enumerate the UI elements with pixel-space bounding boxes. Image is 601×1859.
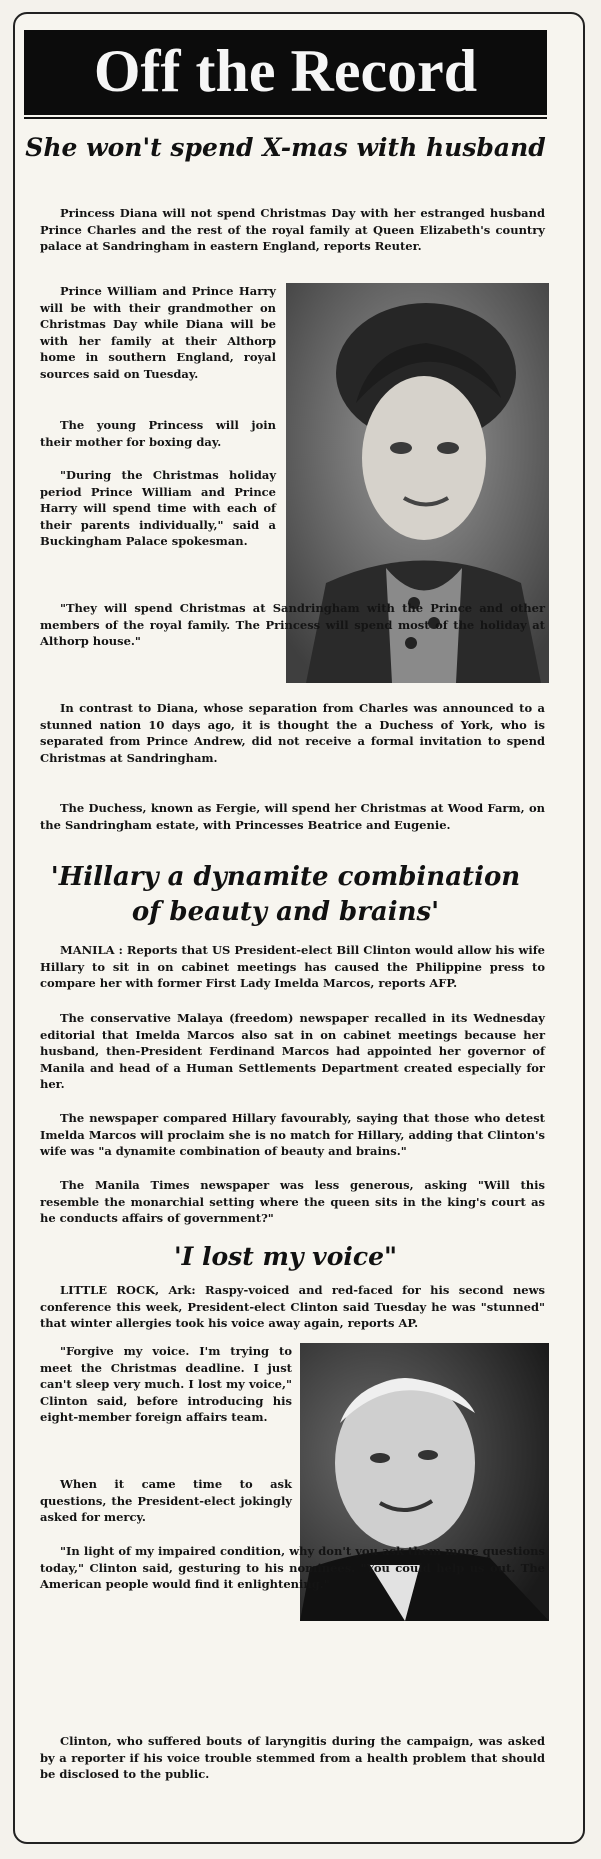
story1-paragraph: "During the Christmas holiday period Prince William and Prince Harry will spend time with each of their parents individually," said a Buckingham Palace spokesman. <box>40 468 276 549</box>
story1-paragraph: "They will spend Christmas at Sandringham with the Prince and other members of the royal family. The Princess will spend most of the holiday at Althorp house." <box>40 601 545 649</box>
masthead-rule <box>24 117 547 119</box>
story2-paragraph: The newspaper compared Hillary favourably, saying that those who detest Imelda Marcos will proclaim she is no match for Hillary, adding that Clinton's wife was "a dynamite combination of beauty and brains." <box>40 1111 545 1159</box>
story3-paragraph: When it came time to ask questions, the President-elect jokingly asked for mercy. <box>40 1477 292 1525</box>
story1-paragraph: Princess Diana will not spend Christmas Day with her estranged husband Prince Charles and the rest of the royal family at Queen Elizabeth's country palace at Sandringham in eastern England, reports Reuter. <box>40 206 545 254</box>
story1-paragraph: In contrast to Diana, whose separation from Charles was announced to a stunned nation 10 days ago, it is thought the a Duchess of York, who is separated from Prince Andrew, did not receive a formal invitation to spend Christmas at Sandringham. <box>40 701 545 765</box>
story2-paragraph: The Manila Times newspaper was less generous, asking "Will this resemble the monarchial setting where the queen sits in the king's court as he conducts affairs of government?" <box>40 1178 545 1226</box>
story3-headline: 'I lost my voice" <box>173 1242 398 1271</box>
story3-paragraph: LITTLE ROCK, Ark: Raspy-voiced and red-faced for his second news conference this week, President-elect Clinton said Tuesday he was "stunned" that winter allergies took his voice away again, reports AP. <box>40 1283 545 1331</box>
story1-paragraph: The young Princess will join their mother for boxing day. <box>40 418 276 449</box>
story3-paragraph: Clinton, who suffered bouts of laryngitis during the campaign, was asked by a reporter if his voice trouble stemmed from a health problem that should be disclosed to the public. <box>40 1734 545 1782</box>
story3-paragraph: "Forgive my voice. I'm trying to meet the Christmas deadline. I just can't sleep very much. I lost my voice," Clinton said, before introducing his eight-member foreign affairs team. <box>40 1344 292 1425</box>
story1-headline: She won't spend X-mas with husband <box>25 133 546 162</box>
story2-paragraph: MANILA : Reports that US President-elect Bill Clinton would allow his wife Hillary to sit in on cabinet meetings has caused the Philippine press to compare her with former First Lady Imelda Marcos, reports AFP. <box>40 943 545 991</box>
story3-paragraph: "In light of my impaired condition, why don't you ask them more questions today," Clinton said, gesturing to his nominees. "You could help us out. The American people would find it enlightening." <box>40 1544 545 1592</box>
story1-paragraph: Prince William and Prince Harry will be with their grandmother on Christmas Day while Diana will be with her family at their Althorp home in southern England, royal sources said on Tuesday. <box>40 284 276 381</box>
story2-headline-line1: 'Hillary a dynamite combination <box>50 862 521 892</box>
story2-paragraph: The conservative Malaya (freedom) newspaper recalled in its Wednesday editorial that Imelda Marcos also sat in on cabinet meetings because her husband, then-President Ferdinand Marcos had appointed her governor of Manila and head of a Human Settlements Department created especially for her. <box>40 1011 545 1092</box>
story1-paragraph: The Duchess, known as Fergie, will spend her Christmas at Wood Farm, on the Sandringham estate, with Princesses Beatrice and Eugenie. <box>40 801 545 832</box>
story2-headline-line2: of beauty and brains' <box>131 897 440 927</box>
masthead-title: Off the Record <box>24 30 547 115</box>
